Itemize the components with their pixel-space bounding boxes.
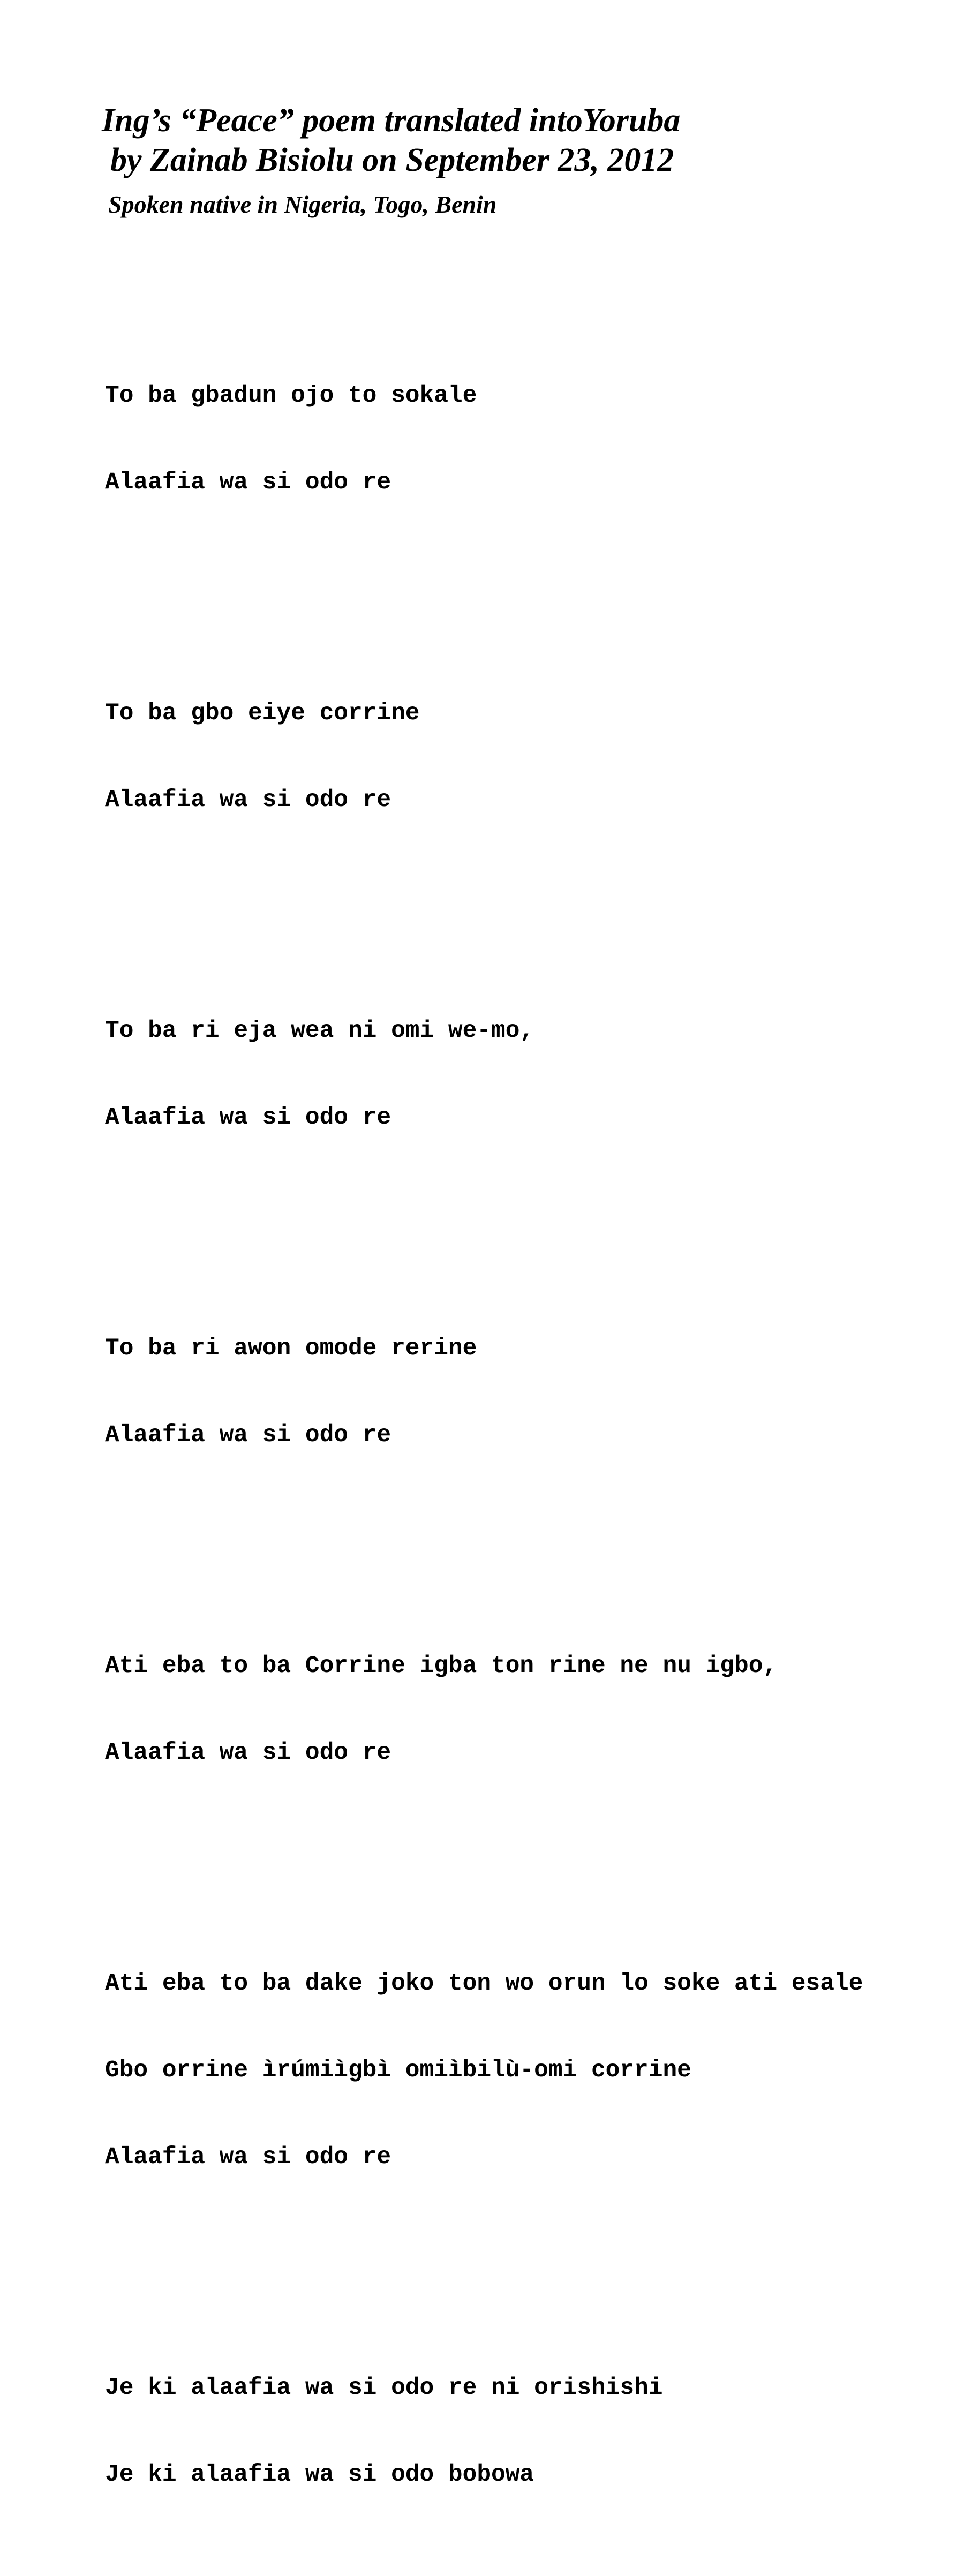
stanza-4: [105, 1276, 863, 1508]
verse-line: Je ki alaafia wa si odo bobowa: [105, 2461, 534, 2488]
verse-line: Alaafia wa si odo re: [105, 2144, 391, 2171]
verse-line: Ati eba to ba dake joko ton wo orun lo soke ati esale: [105, 1970, 863, 1997]
stanza-5: [105, 1594, 863, 1825]
document-header: [102, 101, 680, 220]
verse-line: Ati eba to ba Corrine igba ton rine ne nu igbo,: [105, 1653, 778, 1679]
verse-line: Alaafia wa si odo re: [105, 1104, 391, 1131]
stanza-3: [105, 959, 863, 1190]
page-subtitle: Spoken native in Nigeria, Togo, Benin: [108, 191, 497, 218]
page-title-line-2: by Zainab Bisiolu on September 23, 2012: [110, 142, 674, 178]
stanza-7: [105, 2316, 863, 2547]
verse-line: Alaafia wa si odo re: [105, 1739, 391, 1766]
stanza-6: [105, 1911, 863, 2229]
verse-line: To ba gbo eiye corrine: [105, 700, 420, 727]
verse-line: Gbo orrine ìrúmiìgbì omiìbilù-omi corrine: [105, 2057, 691, 2084]
stanza-2: [105, 641, 863, 872]
verse-line: Alaafia wa si odo re: [105, 469, 391, 496]
verse-line: To ba ri eja wea ni omi we-mo,: [105, 1018, 534, 1044]
stanza-1: [105, 323, 863, 555]
verse-line: To ba gbadun ojo to sokale: [105, 382, 477, 409]
poem-body: [105, 266, 863, 2576]
verse-line: Alaafia wa si odo re: [105, 1422, 391, 1449]
page-title-line-1: Ing’s “Peace” poem translated intoYoruba: [102, 102, 681, 139]
verse-line: Je ki alaafia wa si odo re ni orishishi: [105, 2375, 663, 2401]
verse-line: To ba ri awon omode rerine: [105, 1335, 477, 1362]
verse-line: Alaafia wa si odo re: [105, 787, 391, 814]
